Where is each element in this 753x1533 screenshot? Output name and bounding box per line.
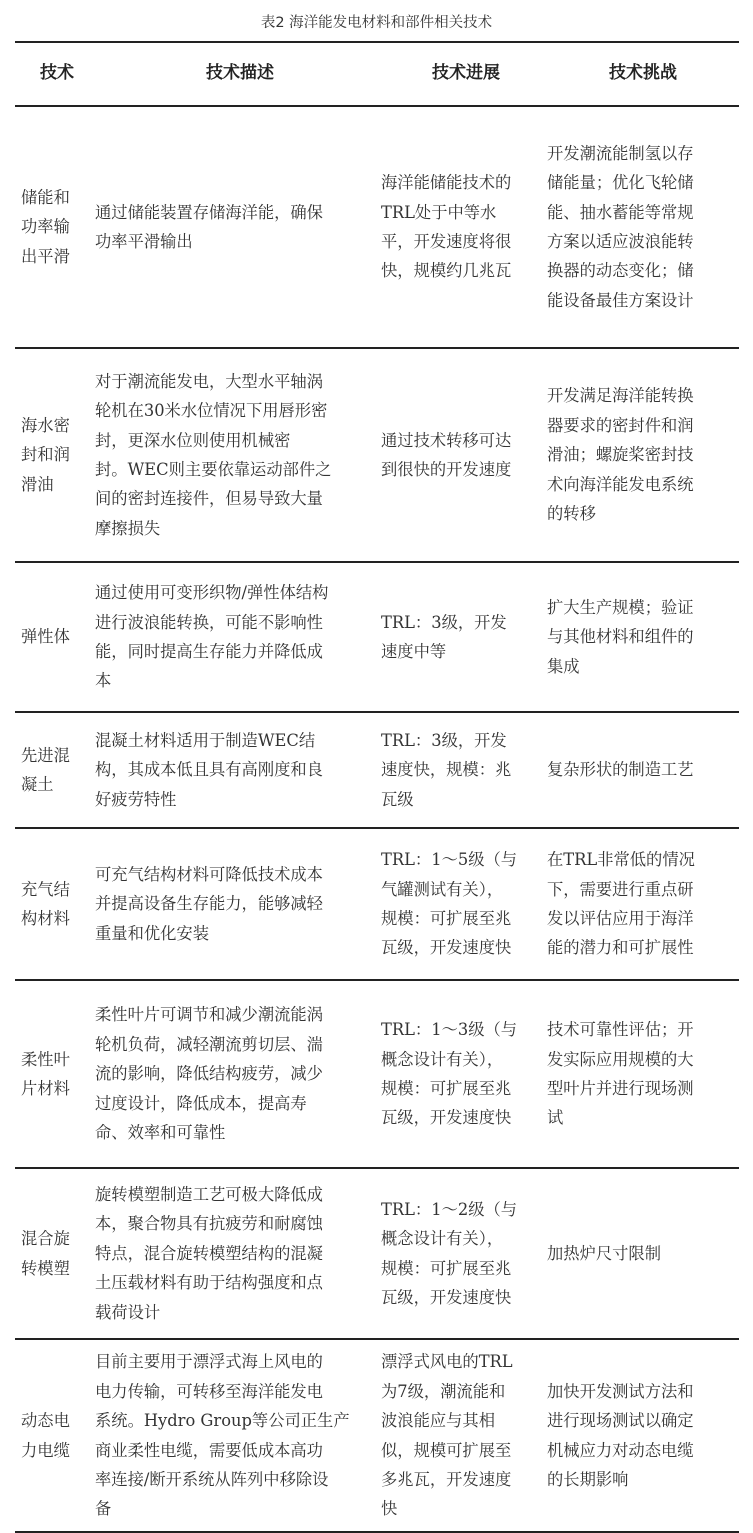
cell-progress — [381, 562, 551, 712]
cell-challenge — [547, 828, 739, 980]
cell-line: 柔性叶片可调节和减少潮流能涡 — [95, 1005, 323, 1025]
cell-line: TRL：1～2级（与 — [381, 1199, 518, 1219]
cell-line: 弹性体 — [21, 627, 70, 647]
cell-challenge — [547, 980, 739, 1168]
cell-challenge — [547, 348, 739, 562]
cell-line: 规模：可扩展至兆 — [381, 1079, 512, 1098]
cell-line: 瓦级 — [381, 789, 414, 809]
cell-line: 重量和优化安装 — [95, 923, 209, 943]
cell-line: 封。WEC则主要依靠运动部件之 — [95, 460, 332, 479]
cell-line: 快，规模约几兆瓦 — [381, 261, 512, 281]
cell-tech — [21, 106, 93, 348]
cell-challenge — [547, 1168, 739, 1339]
cell-line: 转模塑 — [21, 1258, 70, 1278]
cell-line: 与其他材料和组件的 — [547, 627, 694, 647]
cell-line: 发以评估应用于海洋 — [547, 909, 694, 928]
cell-line: 功率输 — [21, 217, 70, 237]
cell-line: 间的密封连接件，但易导致大量 — [95, 489, 323, 509]
cell-line: 海洋能储能技术的 — [381, 173, 512, 193]
cell-line: 出平滑 — [21, 246, 70, 266]
cell-line: 特点，混合旋转模塑结构的混凝 — [95, 1243, 323, 1263]
cell-line: 储能量；优化飞轮储 — [547, 173, 694, 193]
cell-line: 目前主要用于漂浮式海上风电的 — [95, 1352, 323, 1372]
cell-progress — [381, 106, 551, 348]
header-tech: 技术 — [40, 63, 74, 84]
cell-tech — [21, 1339, 93, 1532]
cell-line: 系统。Hydro Group等公司正生产 — [95, 1411, 350, 1431]
cell-line: 通过使用可变形织物/弹性体结构 — [95, 583, 329, 603]
cell-line: 能设备最佳方案设计 — [547, 290, 694, 310]
cell-line: 试 — [547, 1108, 564, 1128]
cell-desc — [95, 712, 385, 828]
cell-line: 集成 — [547, 656, 580, 676]
cell-line: 开发满足海洋能转换 — [547, 386, 694, 406]
cell-line: 流的影响，降低结构疲劳，减少 — [95, 1064, 323, 1084]
cell-line: 混合旋 — [21, 1229, 70, 1249]
cell-progress — [381, 348, 551, 562]
cell-line: 扩大生产规模；验证 — [547, 597, 694, 617]
cell-line: 通过储能装置存储海洋能，确保 — [95, 202, 323, 222]
cell-line: 率连接/断开系统从阵列中移除设 — [95, 1469, 329, 1489]
cell-progress — [381, 1168, 551, 1339]
cell-line: 开发潮流能制氢以存 — [547, 143, 694, 163]
cell-desc — [95, 1339, 385, 1532]
cell-line: 能、抽水蓄能等常规 — [547, 202, 694, 222]
cell-line: 波浪能应与其相 — [381, 1411, 495, 1431]
cell-line: 命、效率和可靠性 — [95, 1123, 226, 1143]
cell-line: 摩擦损失 — [95, 518, 161, 538]
cell-tech — [21, 348, 93, 562]
cell-line: 规模：可扩展至兆 — [381, 909, 512, 928]
cell-desc — [95, 828, 385, 980]
cell-tech — [21, 712, 93, 828]
cell-line: 构，其成本低且具有高刚度和良 — [95, 760, 323, 780]
cell-line: 器要求的密封件和润 — [547, 415, 694, 435]
cell-tech — [21, 828, 93, 980]
cell-line: 储能和 — [21, 187, 70, 207]
cell-line: 海水密 — [21, 415, 70, 435]
cell-line: 为7级，潮流能和 — [381, 1381, 506, 1401]
cell-line: 商业柔性电缆，需要低成本高功 — [95, 1440, 323, 1460]
cell-line: 滑油 — [21, 474, 54, 494]
cell-line: 过度设计，降低成本，提高寿 — [95, 1093, 307, 1113]
cell-line: 载荷设计 — [95, 1302, 161, 1322]
cell-line: 漂浮式风电的TRL — [381, 1352, 513, 1372]
cell-progress — [381, 712, 551, 828]
cell-line: 通过技术转移可达 — [381, 430, 512, 450]
cell-line: 加热炉尺寸限制 — [547, 1243, 661, 1263]
cell-line: 本，聚合物具有抗疲劳和耐腐蚀 — [95, 1214, 323, 1234]
cell-line: 规模：可扩展至兆 — [381, 1258, 512, 1278]
cell-progress — [381, 980, 551, 1168]
cell-challenge — [547, 562, 739, 712]
cell-line: 封和润 — [21, 445, 70, 465]
cell-line: 土压载材料有助于结构强度和点 — [95, 1273, 323, 1293]
cell-desc — [95, 1168, 385, 1339]
cell-line: 概念设计有关）， — [381, 1049, 504, 1069]
cell-line: 在TRL非常低的情况 — [547, 850, 695, 870]
cell-line: 似，规模可扩展至 — [381, 1440, 512, 1460]
cell-line: 平，开发速度将很 — [381, 232, 512, 251]
cell-challenge — [547, 712, 739, 828]
cell-line: 多兆瓦，开发速度 — [381, 1469, 512, 1489]
cell-line: 能的潜力和可扩展性 — [547, 938, 694, 958]
header-progress: 技术进展 — [432, 63, 500, 84]
cell-line: 凝土 — [21, 775, 54, 794]
header-challenge: 技术挑战 — [609, 63, 677, 84]
cell-line: 轮机在30米水位情况下用唇形密 — [95, 401, 328, 421]
cell-line: 气罐测试有关）， — [381, 879, 504, 899]
cell-challenge — [547, 1339, 739, 1532]
cell-challenge — [547, 106, 739, 348]
cell-progress — [381, 828, 551, 980]
cell-desc — [95, 980, 385, 1168]
cell-line: 可充气结构材料可降低技术成本 — [95, 864, 323, 884]
cell-line: 瓦级，开发速度快 — [381, 938, 512, 958]
cell-progress — [381, 1339, 551, 1532]
cell-line: 电力传输，可转移至海洋能发电 — [95, 1381, 323, 1401]
cell-line: 到很快的开发速度 — [381, 460, 512, 479]
cell-line: 混凝土材料适用于制造WEC结 — [95, 730, 316, 750]
cell-line: 的长期影响 — [547, 1469, 629, 1489]
cell-line: TRL处于中等水 — [381, 202, 497, 222]
cell-line: 发实际应用规模的大 — [547, 1049, 694, 1069]
cell-line: 滑油；螺旋桨密封技 — [547, 445, 694, 465]
cell-desc — [95, 106, 385, 348]
cell-line: 瓦级，开发速度快 — [381, 1287, 512, 1307]
cell-desc — [95, 562, 385, 712]
cell-line: 的转移 — [547, 504, 596, 524]
header-desc: 技术描述 — [206, 63, 274, 84]
cell-line: 换器的动态变化；储 — [547, 261, 694, 281]
cell-line: 型叶片并进行现场测 — [547, 1079, 694, 1098]
cell-line: 好疲劳特性 — [95, 789, 177, 809]
cell-line: 充气结 — [21, 879, 70, 899]
cell-line: 对于潮流能发电，大型水平轴涡 — [95, 371, 323, 391]
cell-line: 速度快，规模：兆 — [381, 760, 512, 780]
cell-line: 概念设计有关）， — [381, 1229, 504, 1249]
cell-tech — [21, 980, 93, 1168]
cell-line: 备 — [95, 1499, 112, 1519]
cell-tech — [21, 562, 93, 712]
cell-line: 术向海洋能发电系统 — [547, 474, 694, 494]
cell-line: 快 — [381, 1499, 398, 1519]
cell-line: 下，需要进行重点研 — [547, 879, 694, 899]
cell-line: 复杂形状的制造工艺 — [547, 760, 694, 780]
cell-line: 封，更深水位则使用机械密 — [95, 430, 291, 450]
cell-line: TRL：3级，开发 — [381, 612, 507, 632]
cell-line: 方案以适应波浪能转 — [547, 232, 694, 251]
cell-line: 片材料 — [21, 1079, 70, 1098]
cell-line: 力电缆 — [21, 1440, 70, 1460]
cell-line: 功率平滑输出 — [95, 232, 193, 251]
cell-line: 瓦级，开发速度快 — [381, 1108, 512, 1128]
cell-line: 进行波浪能转换，可能不影响性 — [95, 612, 323, 632]
cell-line: 构材料 — [21, 909, 70, 928]
cell-desc — [95, 348, 385, 562]
cell-line: 机械应力对动态电缆 — [547, 1440, 694, 1460]
cell-line: 并提高设备生存能力，能够减轻 — [95, 894, 323, 914]
cell-line: 加快开发测试方法和 — [547, 1381, 694, 1401]
cell-line: 动态电 — [21, 1411, 70, 1431]
table-caption: 表2 海洋能发电材料和部件相关技术 — [260, 15, 493, 31]
cell-line: 技术可靠性评估；开 — [547, 1020, 694, 1040]
cell-line: 轮机负荷，减轻潮流剪切层、湍 — [95, 1034, 323, 1054]
cell-line: 能，同时提高生存能力并降低成 — [95, 642, 323, 661]
cell-line: TRL：1～5级（与 — [381, 850, 518, 870]
cell-line: 进行现场测试以确定 — [547, 1411, 694, 1431]
cell-line: 先进混 — [21, 745, 70, 765]
cell-line: 本 — [95, 671, 112, 691]
cell-line: TRL：1～3级（与 — [381, 1020, 518, 1040]
cell-tech — [21, 1168, 93, 1339]
cell-line: 速度中等 — [381, 642, 447, 661]
cell-line: 旋转模塑制造工艺可极大降低成 — [95, 1184, 323, 1204]
cell-line: TRL：3级，开发 — [381, 730, 507, 750]
cell-line: 柔性叶 — [21, 1049, 70, 1069]
